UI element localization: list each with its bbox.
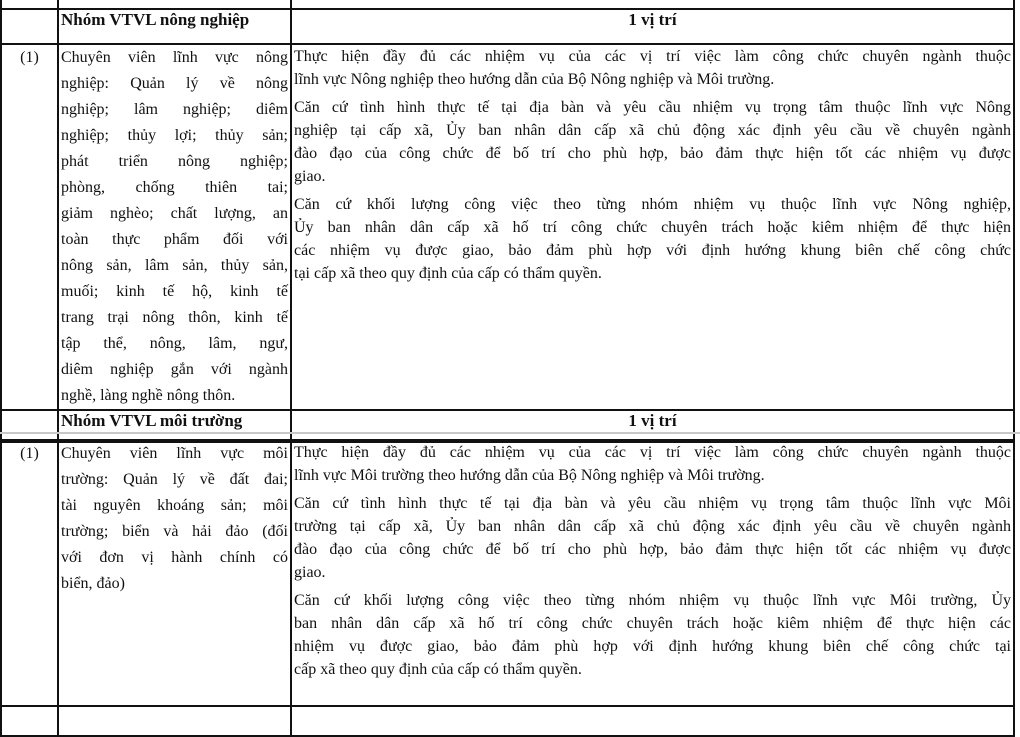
group-title: Nhóm VTVL nông nghiệp <box>58 9 291 44</box>
duty-paragraph <box>294 193 1011 285</box>
group-header-row <box>1 410 1014 442</box>
text-line: Chuyên viên lĩnh vực nông <box>61 49 288 66</box>
text-line: ban nhân dân cấp xã hố trí công chức chuyên trách hoặc kiêm nhiệm để thực hiện các <box>294 615 1011 632</box>
text-line: lĩnh vực Môi trường theo hướng dẫn của Bộ Nông nghiệp và Môi trường. <box>294 467 765 484</box>
text-line: Thực hiện đầy đủ các nhiệm vụ của các vị trí việc làm công chức chuyên ngành thuộc <box>294 444 1011 461</box>
duty-paragraph <box>294 589 1011 681</box>
text-line: nghiệp; lâm nghiệp; diêm <box>61 101 288 118</box>
text-line: toàn thực phẩm đối với <box>61 231 288 248</box>
text-line: trường: Quản lý về đất đai; <box>61 471 288 488</box>
text-line: tại cấp xã theo quy định của cấp có thẩm quyền. <box>294 265 602 282</box>
table-row <box>1 440 1014 706</box>
text-line: diêm nghiệp gắn với ngành <box>61 361 288 378</box>
text-line: tập thể, nông, lâm, ngư, <box>61 335 288 352</box>
text-line: các nhiệm vụ được giao, bảo đảm phù hợp với định hướng khung biên chế công chức <box>294 242 1011 259</box>
group-count: 1 vị trí <box>291 9 1014 44</box>
text-line: giao. <box>294 168 326 185</box>
position-duties <box>291 44 1014 410</box>
text-line: trường; biển và hải đảo (đối <box>61 523 288 540</box>
text-line: nghiệp tại cấp xã, Ủy ban nhân dân cấp xã chủ động xác định yêu cầu về chuyên ngành <box>294 122 1011 139</box>
text-line: phòng, chống thiên tai; <box>61 179 288 196</box>
text-line: trang trại nông thôn, kinh tế <box>61 309 288 326</box>
text-line: trường tại cấp xã, Ủy ban nhân dân cấp xã chủ động xác định yêu cầu về chuyên ngành <box>294 518 1011 535</box>
text-line: tài nguyên khoáng sản; môi <box>61 497 288 514</box>
row-number: (1) <box>1 440 58 706</box>
group-count: 1 vị trí <box>291 410 1014 442</box>
duty-paragraph <box>294 45 1011 91</box>
page-separator <box>0 432 1020 434</box>
text-line: Ủy ban nhân dân cấp xã hố trí công chức chuyên trách hoặc kiêm nhiệm để thực hiện <box>294 219 1011 236</box>
text-line: Căn cứ khối lượng công việc theo từng nhóm nhiệm vụ thuộc lĩnh vực Môi trường, Ủy <box>294 592 1011 609</box>
text-line: nhiệm vụ được giao, bảo đảm phù hợp với định hướng khung biên chế công chức tại <box>294 638 1011 655</box>
text-line: Căn cứ tình hình thực tế tại địa bàn và yêu cầu nhiệm vụ trọng tâm thuộc lĩnh vực Nông <box>294 99 1011 116</box>
text-line: với đơn vị hành chính có <box>61 549 288 566</box>
table-row <box>1 44 1014 410</box>
text-line: nghiệp: Quản lý về nông <box>61 75 288 92</box>
text-line: đào đạo của công chức để bố trí cho phù hợp, bảo đảm thực hiện tốt các nhiệm vụ được <box>294 145 1011 162</box>
table-row-previous-cutoff <box>1 0 1014 9</box>
text-line: nghề, làng nghề nông thôn. <box>61 387 236 404</box>
text-line: cấp xã theo quy định của cấp có thẩm quyền. <box>294 661 582 678</box>
position-name <box>58 440 291 706</box>
text-line: nông sản, lâm sản, thủy sản, <box>61 257 288 274</box>
row-number: (1) <box>1 44 58 410</box>
text-line: Thực hiện đầy đủ các nhiệm vụ của các vị trí việc làm công chức chuyên ngành thuộc <box>294 48 1011 65</box>
position-duties <box>291 440 1014 706</box>
text-line: đào đạo của công chức để bố trí cho phù hợp, bảo đảm thực hiện tốt các nhiệm vụ được <box>294 541 1011 558</box>
text-line: biển, đảo) <box>61 575 125 592</box>
text-line: giao. <box>294 564 326 581</box>
position-name <box>58 44 291 410</box>
text-line: Căn cứ tình hình thực tế tại địa bàn và yêu cầu nhiệm vụ trọng tâm thuộc lĩnh vực Môi <box>294 495 1011 512</box>
group-header-row <box>1 9 1014 44</box>
text-line: Chuyên viên lĩnh vực môi <box>61 445 288 462</box>
text-line: muối; kinh tế hộ, kinh tế <box>61 283 288 300</box>
duty-paragraph <box>294 492 1011 584</box>
job-position-table-environment <box>0 439 1015 737</box>
text-line: nghiệp; thủy lợi; thủy sản; <box>61 127 288 144</box>
text-line: Căn cứ khối lượng công việc theo từng nhóm nhiệm vụ thuộc lĩnh vực Nông nghiệp, <box>294 196 1011 213</box>
text-line: giảm nghèo; chất lượng, an <box>61 205 288 222</box>
duty-paragraph <box>294 96 1011 188</box>
group-title: Nhóm VTVL môi trường <box>58 410 291 442</box>
text-line: lĩnh vực Nông nghiệp theo hướng dẫn của Bộ Nông nghiệp và Môi trường. <box>294 71 775 88</box>
duty-paragraph <box>294 441 1011 487</box>
table-row-next-cutoff <box>1 706 1014 736</box>
text-line: phát triển nông nghiệp; <box>61 153 288 170</box>
